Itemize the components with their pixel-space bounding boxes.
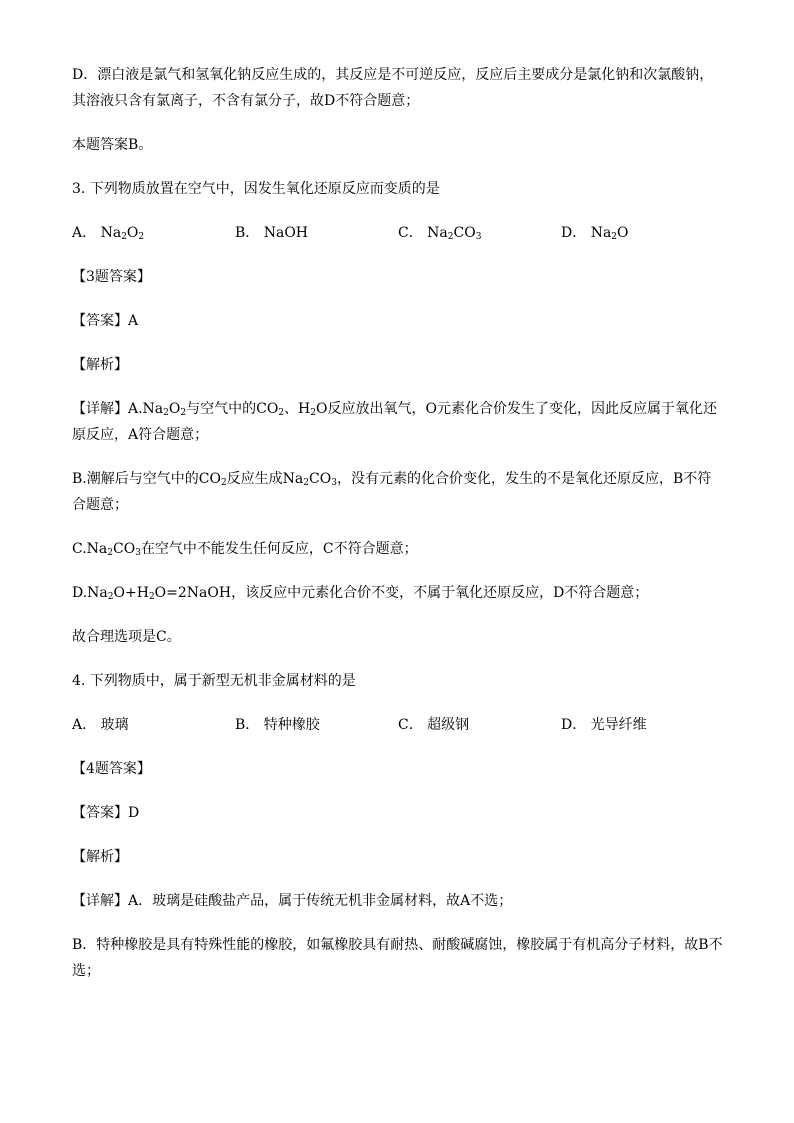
option-d-explanation: D．漂白液是氯气和氢氧化钠反应生成的，其反应是不可逆反应，反应后主要成分是氯化钠和次氯酸钠，其溶液只含有氯离子，不含有氯分子，故D不符合题意； xyxy=(72,67,714,109)
q4-analysis-label: 【解析】 xyxy=(72,849,128,865)
q2-conclusion: 本题答案B。 xyxy=(72,137,153,153)
q3-analysis-label: 【解析】 xyxy=(72,357,128,373)
q3-detail-b: B.潮解后与空气中的$CO_2$反应生成$Na_2CO_3$，没有元素的化合价变化，发生的不是氧化还原反应，B不符合题意； xyxy=(72,471,712,513)
q3-option-b: B． NaOH xyxy=(235,225,309,241)
q3-detail-a: 【详解】$A.Na_2O_2$与空气中的$CO_2$、$H_2O$反应放出氧气，O元素化合价发生了变化，因此反应属于氧化还原反应，A符合题意； xyxy=(72,401,717,443)
q4-answer: 【答案】D xyxy=(72,805,140,821)
q3-stem: 3. 下列物质放置在空气中，因发生氧化还原反应而变质的是 xyxy=(72,181,440,197)
q4-answer-heading: 【4题答案】 xyxy=(72,761,151,777)
q3-answer-heading: 【3题答案】 xyxy=(72,269,151,285)
q4-option-d: D． 光导纤维 xyxy=(561,717,647,733)
q4-option-c: C． 超级钢 xyxy=(398,717,470,733)
q4-detail-a: 【详解】A．玻璃是硅酸盐产品，属于传统无机非金属材料，故A不选； xyxy=(72,893,513,909)
q3-option-d: D． $Na_2O$ xyxy=(561,225,629,242)
q4-option-a: A． 玻璃 xyxy=(72,717,129,733)
q3-options xyxy=(72,220,724,246)
q4-detail-b: B．特种橡胶是具有特殊性能的橡胶，如氟橡胶具有耐热、耐酸碱腐蚀，橡胶属于有机高分子材料，故B不选； xyxy=(72,937,723,979)
q3-option-a: A． $Na_2O_2$ xyxy=(72,225,145,242)
q4-options xyxy=(72,712,724,738)
q3-detail-d: $D.Na_2O+H_2O=2NaOH$，该反应中元素化合价不变，不属于氧化还原反应，D不符合题意； xyxy=(72,585,649,602)
q3-conclusion: 故合理选项是C。 xyxy=(72,629,181,645)
q4-stem: 4. 下列物质中，属于新型无机非金属材料的是 xyxy=(72,673,356,689)
q3-answer: 【答案】A xyxy=(72,313,139,329)
q3-option-c: C． $Na_2CO_3$ xyxy=(398,225,482,242)
document-page xyxy=(72,62,724,1002)
q3-detail-c: $C.Na_2CO_3$在空气中不能发生任何反应，C不符合题意； xyxy=(72,541,418,558)
q4-option-b: B． 特种橡胶 xyxy=(235,717,320,733)
